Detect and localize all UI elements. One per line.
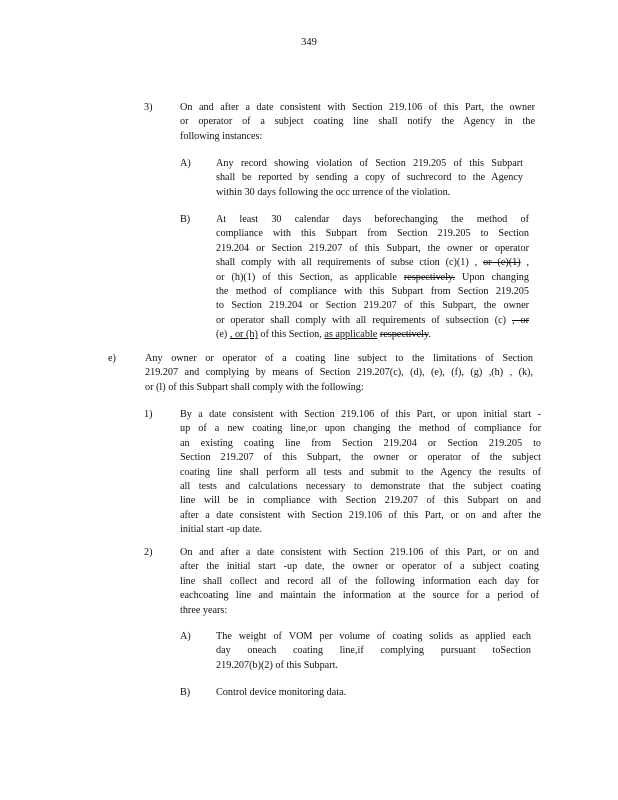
text-line: [216, 256, 529, 270]
text-line: [216, 644, 531, 658]
text-line: [180, 509, 541, 523]
text-run: 219.204 or Section 219.207 of this Subpart, the owner or operator: [216, 242, 529, 254]
text-run: Section 219.207 of this Subpart, the owner or operator of the subject: [180, 452, 541, 464]
text-line: [216, 227, 529, 241]
text-run: after the initial start -up date, the owner or operator of a subject coating: [180, 561, 539, 573]
text-line: [180, 494, 541, 508]
struck-text: respectively: [379, 329, 429, 341]
text-line: [216, 328, 529, 342]
paragraph-text: [180, 408, 541, 538]
text-line: [180, 408, 541, 422]
text-run: or operator shall comply with all requirements of subsection (c): [216, 314, 512, 326]
text-run: 219.207 and complying by means of Section 219.207(c), (d), (e), (f), (g) ,(h) , (k),: [145, 367, 533, 379]
text-line: [216, 171, 523, 185]
text-run: Any record showing violation of Section 219.205 of this Subpart: [216, 158, 523, 169]
text-line: [180, 480, 541, 494]
text-line: [216, 314, 529, 328]
text-run: coating line shall perform all tests and submit to the Agency the results of: [180, 466, 541, 478]
text-run: compliance with this Subpart from Section 219.205 to Section: [216, 228, 529, 240]
text-line: [180, 115, 535, 129]
text-line: [216, 630, 531, 644]
text-run: within 30 days following the occ urrence of the violation.: [216, 186, 451, 198]
paragraph-label: e): [108, 353, 116, 364]
text-run: .: [428, 329, 431, 341]
text-run: an existing coating line from Section 219.204 or Section 219.205 to: [180, 437, 541, 449]
text-line: [180, 466, 541, 480]
text-line: [216, 242, 529, 256]
text-run: day oneach coating line,if complying pursuant toSection: [216, 645, 531, 657]
text-run: up of a new coating line,or upon changing the method of compliance for: [180, 423, 541, 435]
text-run: or operator of a subject coating line shall notify the Agency in the: [180, 116, 535, 128]
text-run: or (l) of this Subpart shall comply with the following:: [145, 381, 364, 393]
text-line: [216, 659, 531, 673]
text-run: shall comply with all requirements of subse ction (c)(1) ,: [216, 257, 484, 269]
text-run: three years:: [180, 604, 228, 616]
text-run: of this Section,: [257, 329, 325, 341]
text-line: [180, 546, 539, 560]
paragraph-text: [180, 101, 535, 144]
text-run: initial start -up date.: [180, 524, 263, 536]
text-run: On and after a date consistent with Section 219.106 of this Part, or on and: [180, 547, 539, 558]
text-run: eachcoating line and maintain the information at the source for a period of: [180, 590, 539, 602]
paragraph-text: [180, 546, 539, 618]
text-line: [180, 437, 541, 451]
text-run: 219.207(b)(2) of this Subpart.: [216, 659, 338, 671]
page-number: 349: [301, 37, 317, 48]
text-run: to Section 219.204 or Section 219.207 of this Subpart, the owner: [216, 300, 529, 312]
paragraph-text: [216, 157, 523, 200]
paragraph-label: B): [180, 687, 191, 698]
inserted-text: as applicable: [324, 329, 378, 341]
text-line: [145, 381, 533, 395]
text-run: Control device monitoring data.: [216, 687, 347, 698]
struck-text: respectively.: [403, 271, 456, 283]
text-line: [180, 101, 535, 115]
text-line: [180, 451, 541, 465]
text-run: shall be reported by sending a copy of suchrecord to the Agency: [216, 172, 523, 184]
text-run: all tests and calculations necessary to demonstrate that the subject coating: [180, 481, 541, 493]
paragraph-label: 3): [144, 102, 153, 113]
text-line: [216, 686, 531, 700]
text-run: or (h)(1) of this Section, as applicable: [216, 271, 404, 283]
text-run: line will be in compliance with Section 219.207 of this Subpart on and: [180, 495, 541, 507]
text-run: By a date consistent with Section 219.106 of this Part, or upon initial start -: [180, 409, 541, 420]
struck-text: , or: [512, 314, 529, 326]
struck-text: or (e)(1): [483, 257, 521, 269]
text-line: [180, 130, 535, 144]
text-line: [216, 285, 529, 299]
paragraph-label: 1): [144, 409, 153, 420]
text-run: Any owner or operator of a coating line subject to the limitations of Section: [145, 353, 533, 364]
text-line: [180, 604, 539, 618]
text-run: (e): [216, 329, 230, 341]
text-line: [216, 213, 529, 227]
text-run: ,: [520, 257, 529, 269]
text-line: [216, 271, 529, 285]
paragraph-label: B): [180, 214, 191, 225]
paragraph-text: [216, 630, 531, 673]
text-line: [145, 352, 533, 366]
paragraph-label: 2): [144, 547, 153, 558]
paragraph-label: A): [180, 631, 191, 642]
text-line: [180, 575, 539, 589]
paragraph-text: [145, 352, 533, 395]
text-line: [216, 157, 523, 171]
text-line: [180, 560, 539, 574]
text-line: [216, 186, 523, 200]
paragraph-label: A): [180, 158, 191, 169]
text-run: after a date consistent with Section 219.106 of this Part, or on and after the: [180, 509, 541, 521]
text-run: The weight of VOM per volume of coating solids as applied each: [216, 631, 531, 642]
text-run: Upon changing: [455, 271, 529, 283]
text-run: At least 30 calendar days beforechanging the method of: [216, 214, 529, 225]
text-line: [145, 366, 533, 380]
text-run: following instances:: [180, 130, 263, 142]
text-run: the method of compliance with this Subpart from Section 219.205: [216, 286, 529, 298]
paragraph-text: [216, 213, 529, 343]
paragraph-text: [216, 686, 531, 700]
text-line: [180, 523, 541, 537]
text-line: [216, 299, 529, 313]
text-line: [180, 422, 541, 436]
text-line: [180, 589, 539, 603]
text-run: On and after a date consistent with Section 219.106 of this Part, the owner: [180, 102, 535, 113]
text-run: line shall collect and record all of the following information each day for: [180, 575, 539, 587]
inserted-text: , or (h): [229, 329, 258, 341]
